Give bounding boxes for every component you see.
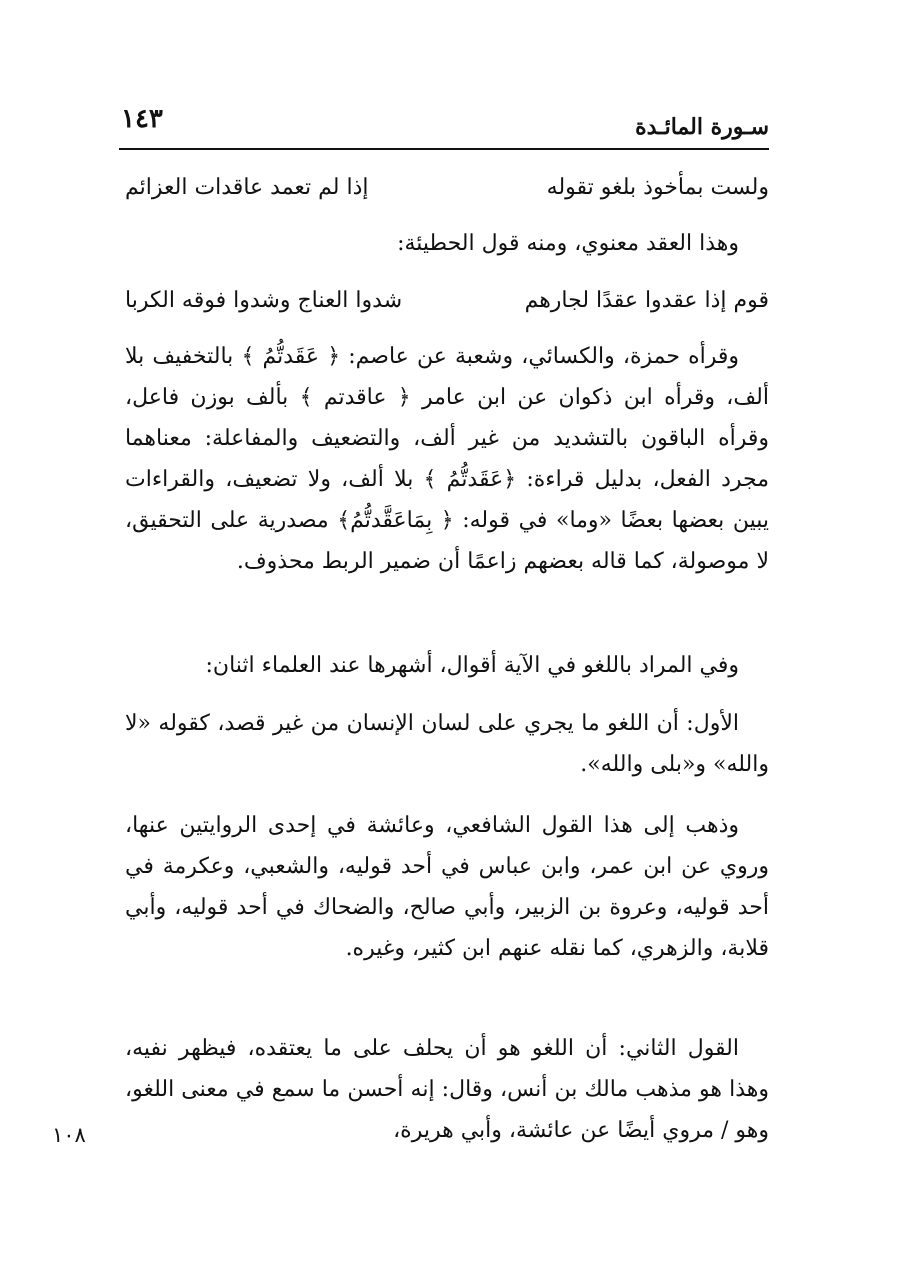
verse-hemistich-left: شدوا العناج وشدوا فوقه الكربا — [125, 288, 403, 313]
poetry-verse-2 — [125, 290, 769, 312]
verse-hemistich-right: ولست بمأخوذ بلغو تقوله — [546, 175, 769, 200]
page-number: ١٤٣ — [121, 104, 163, 134]
surah-title: سـورة المائـدة — [635, 114, 769, 140]
paragraph-intro-hutay: وهذا العقد معنوي، ومنه قول الحطيئة: — [397, 231, 739, 256]
poetry-verse-1 — [125, 177, 769, 199]
paragraph-first-opinion: الأول: أن اللغو ما يجري على لسان الإنسان من غير قصد، كقوله «لا والله» و«بلى والله». — [125, 711, 769, 777]
paragraph-aqwal: وفي المراد باللغو في الآية أقوال، أشهرها عند العلماء اثنان: — [205, 653, 739, 678]
page-header — [119, 100, 769, 150]
paragraph-qiraat: وقرأه حمزة، والكسائي، وشعبة عن عاصم: ﴿ عَقَدتُّمُ ﴾ بالتخفيف بلا ألف، وقرأه ابن ذكوان عن ابن عامر ﴿ عاقدتم ﴾ بألف بوزن فاعل، وقرأه الباقون بالتشديد من غير ألف، والتضعيف والمفاعلة: معناهما مجرد الفعل، بدليل قراءة: ﴿عَقَدتُّمُ ﴾ بلا ألف، ولا تضعيف، والقراءات يبين بعضها بعضًا «وما» في قوله: ﴿ بِمَاعَقَّدتُّمُ﴾ مصدرية على التحقيق، لا موصولة، كما قاله بعضهم زاعمًا أن ضمير الربط محذوف. — [125, 344, 769, 574]
verse-hemistich-left: إذا لم تعمد عاقدات العزائم — [125, 175, 369, 200]
margin-page-reference: ١٠٨ — [52, 1123, 86, 1147]
paragraph-madhab: وذهب إلى هذا القول الشافعي، وعائشة في إحدى الروايتين عنها، وروي عن ابن عمر، وابن عباس في أحد قوليه، والشعبي، وعكرمة في أحد قوليه، وعروة بن الزبير، وأبي صالح، والضحاك في أحد قوليه، وأبي قلابة، والزهري، كما نقله عنهم ابن كثير، وغيره. — [125, 813, 769, 961]
verse-hemistich-right: قوم إذا عقدوا عقدًا لجارهم — [524, 288, 769, 313]
paragraph-second-opinion: القول الثاني: أن اللغو هو أن يحلف على ما يعتقده، فيظهر نفيه، وهذا هو مذهب مالك بن أنس، وقال: إنه أحسن ما سمع في معنى اللغو، وهو / مروي أيضًا عن عائشة، وأبي هريرة، — [125, 1036, 769, 1143]
